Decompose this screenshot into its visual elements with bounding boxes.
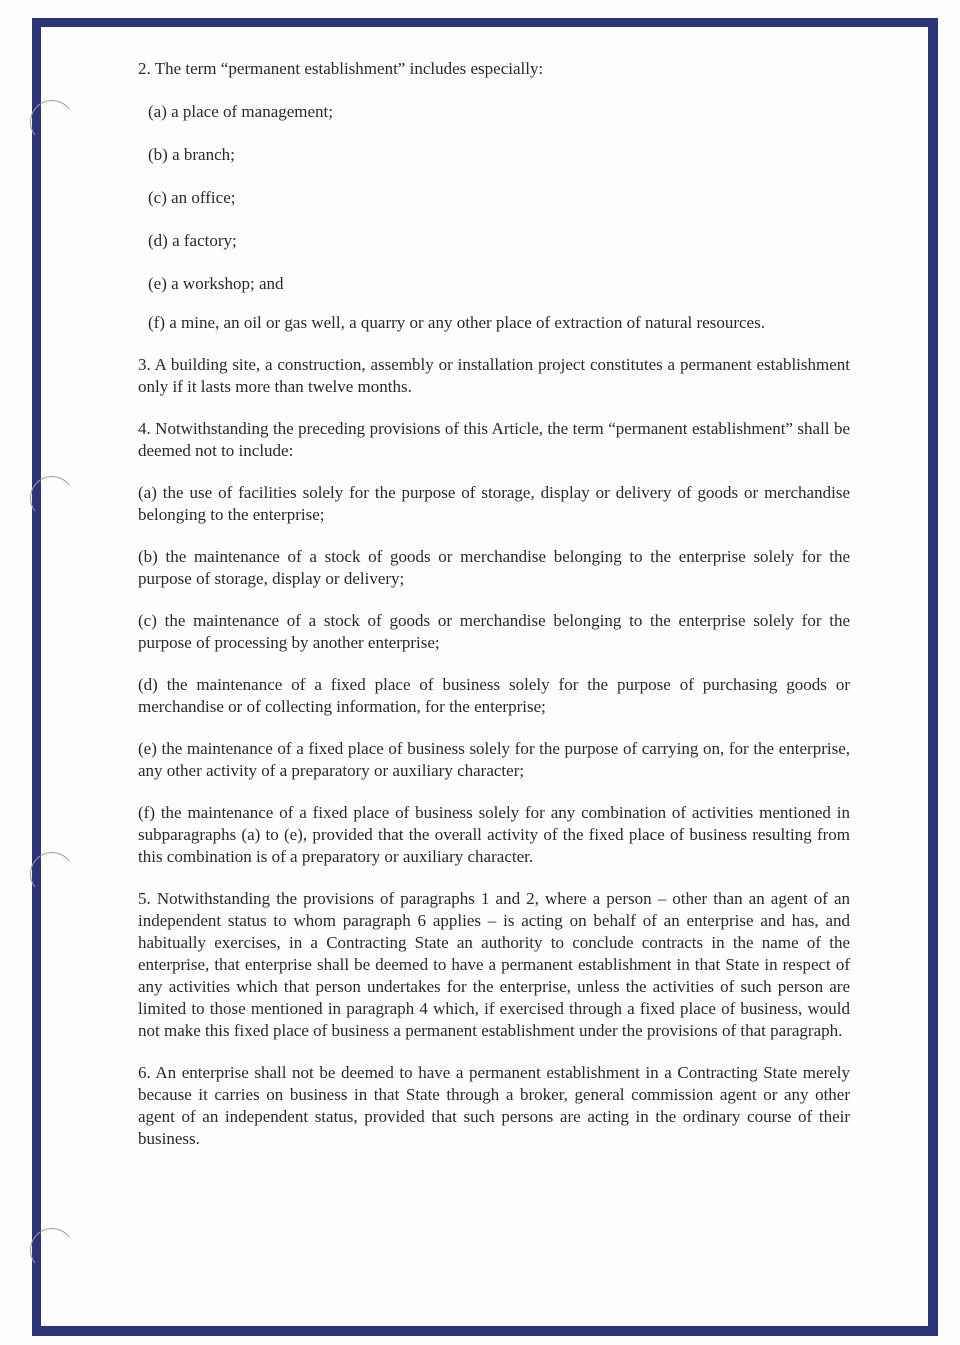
list-item-2a: (a) a place of management; — [148, 102, 334, 121]
paragraph-3: 3. A building site, a construction, assembly or installation project constitutes a permanent establishment only if it lasts more than twelve months. — [138, 355, 850, 396]
list-item-4a: (a) the use of facilities solely for the purpose of storage, display or delivery of goods or merchandise belonging to the enterprise; — [138, 483, 850, 524]
paragraph-6: 6. An enterprise shall not be deemed to have a permanent establishment in a Contracting State merely because it carries on business in that State through a broker, general commission agent or any other agent of an independent status, provided that such persons are acting in the ordinary course of their business. — [138, 1063, 850, 1148]
list-item-4d: (d) the maintenance of a fixed place of business solely for the purpose of purchasing goods or merchandise or of collecting information, for the enterprise; — [138, 675, 850, 716]
list-item-2e: (e) a workshop; and — [148, 274, 284, 293]
list-item-4b: (b) the maintenance of a stock of goods or merchandise belonging to the enterprise solely for the purpose of storage, display or delivery; — [138, 547, 850, 588]
list-item-4e: (e) the maintenance of a fixed place of business solely for the purpose of carrying on, for the enterprise, any other activity of a preparatory or auxiliary character; — [138, 739, 850, 780]
paragraph-5: 5. Notwithstanding the provisions of paragraphs 1 and 2, where a person – other than an agent of an independent status to whom paragraph 6 applies – is acting on behalf of an enterprise and has, and habitually exercises, in a Contracting State an authority to conclude contracts in the name of the enterprise, that enterprise shall be deemed to have a permanent establishment in that State in respect of any activities which that person undertakes for the enterprise, unless the activities of such person are limited to those mentioned in paragraph 4 which, if exercised through a fixed place of business, would not make this fixed place of business a permanent establishment under the provisions of that paragraph. — [138, 889, 850, 1040]
paragraph-2-lead: 2. The term “permanent establishment” includes especially: — [138, 59, 544, 78]
list-item-2d: (d) a factory; — [148, 231, 237, 250]
list-item-2f: (f) a mine, an oil or gas well, a quarry or any other place of extraction of natural resources. — [148, 313, 765, 332]
document-body — [138, 58, 850, 1150]
paragraph-4-lead: 4. Notwithstanding the preceding provisions of this Article, the term “permanent establishment” shall be deemed not to include: — [138, 419, 850, 460]
list-item-4c: (c) the maintenance of a stock of goods or merchandise belonging to the enterprise solely for the purpose of processing by another enterprise; — [138, 611, 850, 652]
list-item-2c: (c) an office; — [148, 188, 236, 207]
list-item-4f: (f) the maintenance of a fixed place of business solely for any combination of activities mentioned in subparagraphs (a) to (e), provided that the overall activity of the fixed place of business resulting from this combination is of a preparatory or auxiliary character. — [138, 803, 850, 866]
list-item-2b: (b) a branch; — [148, 145, 235, 164]
